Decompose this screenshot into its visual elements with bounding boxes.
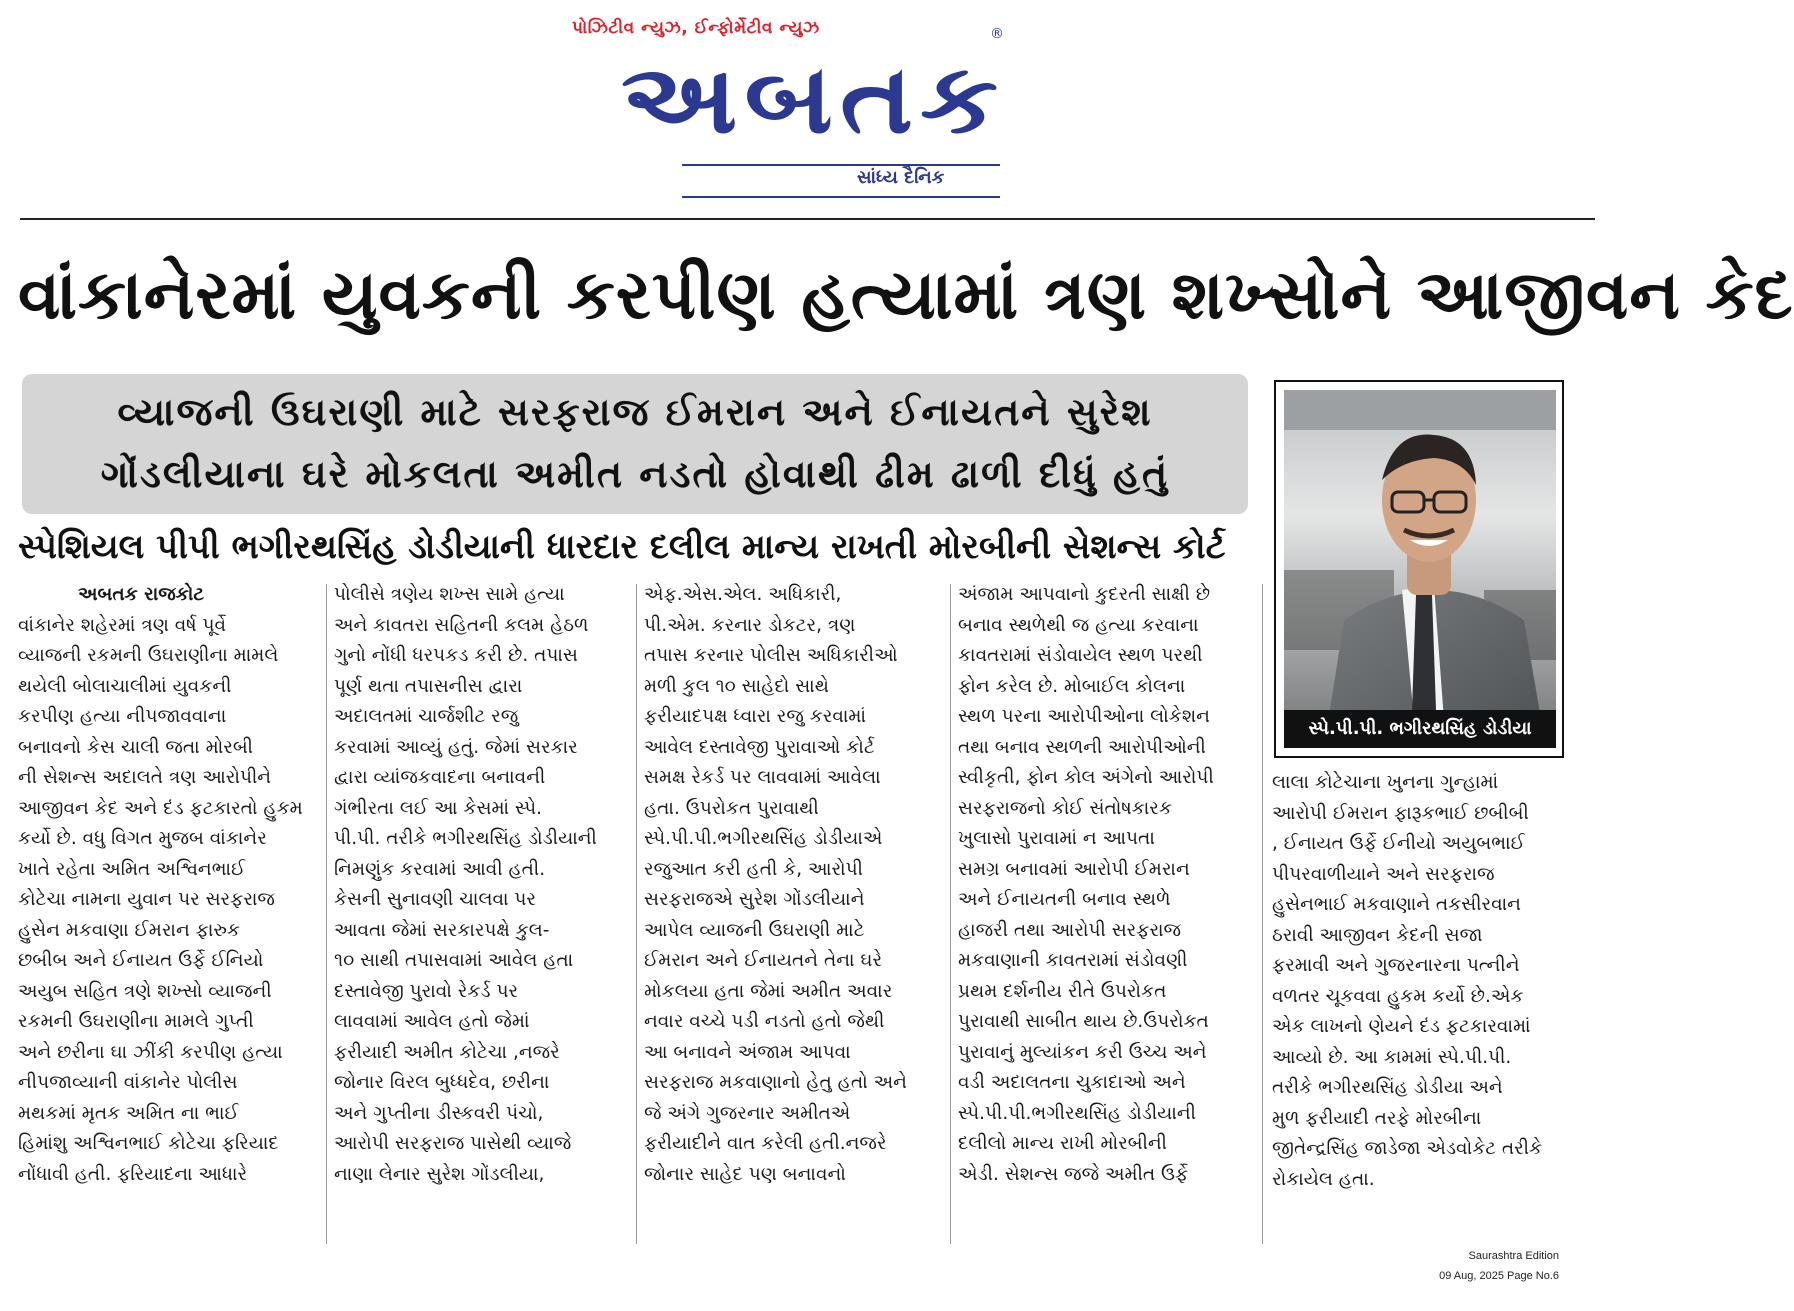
masthead-rule-top (682, 164, 1000, 166)
article-text-line: આવતા જેમાં સરકારપક્ષે કુલ- (334, 919, 550, 941)
article-text-line: જે અંગે ગુજરનાર અમીતએ (644, 1102, 851, 1124)
article-text-line: નિમણુંક કરવામાં આવી હતી. (334, 858, 546, 880)
article-text-line: એફ.એસ.એલ. અધિકારી, (644, 584, 842, 605)
portrait-illustration (1284, 390, 1556, 748)
page-top-rule (20, 218, 1595, 220)
article-text-line: કર્યો છે. વધુ વિગત મુજબ વાંકાનેર (18, 828, 267, 849)
article-text-line: આપેલ વ્યાજની ઉઘરાણી માટે (644, 919, 865, 941)
article-text-line: એક લાખનો ણેયને દંડ ફટકારવામાં (1272, 1016, 1531, 1037)
column-divider (636, 584, 637, 1244)
article-text-line: મકવાણાની કાવતરામાં સંડોવણી (958, 950, 1188, 971)
article-text-line: તરીકે ભગીરથસિંહ ડોડીયા અને (1272, 1077, 1503, 1098)
article-text-line: બનાવનો કેસ ચાલી જતા મોરબી (18, 736, 253, 758)
footer-date-page: 09 Aug, 2025 Page No.6 (1439, 1270, 1559, 1282)
article-text-line: હિમાંશુ અશ્વિનભાઈ કોટેચા ફરિયાદ (18, 1133, 279, 1154)
subhead-box (22, 374, 1248, 514)
article-text-line: પુરાવાથી સાબીત થાય છે.ઉપરોકત (958, 1011, 1209, 1032)
article-text-line: જોનાર સાહેદ પણ બનાવનો (644, 1163, 846, 1185)
article-text-line: અને ઈનાયતની બનાવ સ્થળે (958, 889, 1171, 910)
article-text-line: થયેલી બોલાચાલીમાં યુવકની (18, 675, 232, 697)
article-text-line: નાણા લેનાર સુરેશ ગોંડલીયા, (334, 1163, 545, 1185)
article-text-line: અને ગુપ્તીના ડીસ્કવરી પંચો, (334, 1102, 544, 1124)
article-text-line: તપાસ કરનાર પોલીસ અધિકારીઓ (644, 645, 898, 666)
article-text-line: કાવતરામાં સંડોવાયેલ સ્થળ પરથી (958, 645, 1203, 666)
subhead-line-1: વ્યાજની ઉઘરાણી માટે સરફરાજ ઈમરાન અને ઈનાયતને સુરેશ (117, 390, 1153, 434)
article-text-line: લાલા કોટેચાના ખુનના ગુન્હામાં (1272, 772, 1499, 793)
article-text-line: સ્પે.પી.પી.ભગીરથસિંહ ડોડીયાએ (644, 828, 883, 849)
article-text-line: ઠરાવી આજીવન કેદની સજા (1272, 924, 1483, 946)
article-text-line: નવાર વચ્ચે પડી નડતો હતો જેથી (644, 1011, 885, 1032)
article-text-line: ખુલાસો પુરાવામાં ન આપતા (958, 828, 1155, 849)
portrait-photo (1284, 390, 1556, 748)
article-text-line: જીતેન્દ્રસિંહ જાડેજા એડવોકેટ તરીકે (1272, 1138, 1543, 1159)
newspaper-logo: અબતક (621, 43, 1005, 155)
column-divider (1262, 584, 1263, 1244)
article-text-line: વાંકાનેર શહેરમાં ત્રણ વર્ષ પૂર્વે (18, 614, 227, 636)
article-text-line: ગુનો નોંધી ધરપકડ કરી છે. તપાસ (334, 645, 578, 666)
article-column-4 (958, 580, 1246, 1190)
article-text-line: આરોપી ઈમરાન ફારૂકભાઈ છબીબી (1272, 802, 1529, 824)
article-text-line: ઈમરાન અને ઈનાયતને તેના ઘરે (644, 950, 883, 971)
article-text-line: અને છરીના ઘા ઝીંકી કરપીણ હત્યા (18, 1041, 283, 1063)
masthead-rule-bottom (682, 196, 1000, 198)
article-text-line: પી.એમ. કરનાર ડોકટર, ત્રણ (644, 614, 856, 636)
article-text-line: ૧૦ સાથી તપાસવામાં આવેલ હતા (334, 950, 574, 971)
article-text-line: સ્વીકૃતી, ફોન કોલ અંગેનો આરોપી (958, 767, 1214, 788)
article-text-line: કોટેચા નામના યુવાન પર સરફરાજ (18, 889, 275, 910)
article-text-line: ફરીયાદીને વાત કરેલી હતી.નજરે (644, 1133, 887, 1154)
article-text-line: રજુઆત કરી હતી કે, આરોપી (644, 858, 863, 880)
article-text-line: કરવામાં આવ્યું હતું. જેમાં સરકાર (334, 736, 578, 758)
article-text-line: નીપજાવ્યાની વાંકાનેર પોલીસ (18, 1072, 238, 1093)
article-text-line: હતા. ઉપરોકત પુરાવાથી (644, 797, 819, 819)
masthead-tagline: પોઝિટીવ ન્યુઝ, ઈન્ફોર્મેટીવ ન્યુઝ (572, 18, 820, 38)
main-headline: વાંકાનેરમાં યુવકની કરપીણ હત્યામાં ત્રણ શખ્સોને આજીવન કેદ (18, 256, 1794, 335)
registered-mark: ® (990, 26, 1004, 42)
article-text-line: વળતર ચૂકવવા હુકમ કર્યો છે.એક (1272, 985, 1524, 1007)
article-text-line: મુળ ફરીયાદી તરફે મોરબીના (1272, 1107, 1482, 1129)
article-text-line: સરફરાજનો કોઈ સંતોષકારક (958, 797, 1172, 819)
article-text-line: આરોપી સરફરાજ પાસેથી વ્યાજે (334, 1133, 572, 1154)
article-text-line: સમક્ષ રેકર્ડ પર લાવવામાં આવેલા (644, 767, 881, 788)
article-text-line: ની સેશન્સ અદાલતે ત્રણ આરોપીને (18, 767, 272, 788)
article-text-line: વ્યાજની રકમની ઉઘરાણીના મામલે (18, 645, 279, 666)
article-text-line: પીપરવાળીયાને અને સરફરાજ (1272, 863, 1495, 885)
subhead-line-2: ગોંડલીયાના ઘરે મોકલતા અમીત નડતો હોવાથી ઢીમ ઢાળી દીધું હતું (100, 452, 1170, 496)
article-text-line: કેસની સુનાવણી ચાલવા પર (334, 889, 536, 910)
article-text-line: સરફરાજ મકવાણાનો હેતુ હતો અને (644, 1072, 907, 1093)
article-text-line: પોલીસે ત્રણેય શખ્સ સામે હત્યા (334, 584, 565, 605)
article-text-line: ફરમાવી અને ગુજરનારના પત્નીને (1272, 955, 1520, 976)
article-text-line: અદાલતમાં ચાર્જશીટ રજુ (334, 706, 519, 727)
kicker-headline: સ્પેશિયલ પીપી ભગીરથસિંહ ડોડીયાની ધારદાર દલીલ માન્ય રાખતી મોરબીની સેશન્સ કોર્ટ (18, 527, 1226, 567)
article-text-line: દલીલો માન્ય રાખી મોરબીની (958, 1133, 1167, 1154)
article-text-line: દસ્તાવેજી પુરાવો રેકર્ડ પર (334, 980, 519, 1002)
footer-edition-info (1439, 1246, 1559, 1286)
masthead-edition-label: સાંધ્ય દૈનિક (857, 167, 945, 188)
article-text-line: ફરીયાદપક્ષ ધ્વારા રજુ કરવામાં (644, 706, 866, 727)
article-text-line: સ્થળ પરના આરોપીઓના લોકેશન (958, 706, 1210, 727)
article-column-1 (18, 580, 316, 1190)
article-text-line: ગંભીરતા લઈ આ કેસમાં સ્પે. (334, 797, 542, 819)
article-text-line: સ્પે.પી.પી.ભગીરથસિંહ ડોડીયાની (958, 1102, 1196, 1124)
column-divider (326, 584, 327, 1244)
photo-frame (1274, 380, 1564, 758)
article-text-line: સમગ્ર બનાવમાં આરોપી ઈમરાન (958, 858, 1190, 880)
article-text-line: પૂર્ણ થતા તપાસનીસ દ્વારા (334, 675, 523, 697)
article-text-line: મથકમાં મૃતક અમિત ના ભાઈ (18, 1102, 239, 1124)
article-column-3 (644, 580, 938, 1190)
article-text-line: બનાવ સ્થળેથી જ હત્યા કરવાના (958, 614, 1199, 636)
article-column-5 (1272, 768, 1564, 1195)
column-divider (950, 584, 951, 1244)
article-text-line: મળી કુલ ૧૦ સાહેદો સાથે (644, 675, 829, 697)
article-text-line: , ઈનાયત ઉર્ફે ઈનીયો અયુબભાઈ (1272, 833, 1525, 854)
footer-edition: Saurashtra Edition (1468, 1250, 1559, 1262)
article-text-line: રકમની ઉઘરાણીના મામલે ગુપ્તી (18, 1011, 254, 1032)
byline: અબતક રાજકોટ (78, 584, 205, 605)
article-text-line: તથા બનાવ સ્થળની આરોપીઓની (958, 736, 1206, 758)
article-text-line: વડી અદાલતના ચુકાદાઓ અને (958, 1072, 1186, 1093)
article-text-line: આવ્યો છે. આ કામમાં સ્પે.પી.પી. (1272, 1046, 1512, 1068)
article-text-line: પુરાવાનું મુલ્યાંકન કરી ઉચ્ચ અને (958, 1041, 1207, 1063)
article-text-line: રોકાયેલ હતા. (1272, 1168, 1375, 1190)
photo-caption: સ્પે.પી.પી. ભગીરથસિંહ ડોડીયા (1284, 710, 1556, 748)
article-text-line: મોકલયા હતા જેમાં અમીત અવાર (644, 980, 893, 1002)
article-text-line: અંજામ આપવાનો કુદરતી સાક્ષી છે (958, 584, 1211, 605)
article-text-line: હાજરી તથા આરોપી સરફરાજ (958, 919, 1182, 941)
article-text-line: જોનાર વિરલ બુધ્ધદેવ, છરીના (334, 1072, 550, 1093)
article-text-line: અયુબ સહિત ત્રણે શખ્સો વ્યાજની (18, 980, 272, 1002)
masthead (560, 14, 1020, 204)
article-text-line: ફોન કરેલ છે. મોબાઈલ કોલના (958, 675, 1186, 697)
article-text-line: અને કાવતરા સહિતની કલમ હેઠળ (334, 614, 589, 636)
article-column-2 (334, 580, 624, 1190)
article-text-line: ખાતે રહેતા અમિત અશ્વિનભાઈ (18, 858, 246, 880)
article-text-line: લાવવામાં આવેલ હતો જેમાં (334, 1011, 530, 1032)
article-text-line: સરફરાજએ સુરેશ ગોંડલીયાને (644, 889, 865, 910)
article-text-line: દ્વારા વ્યાંજકવાદના બનાવની (334, 767, 546, 788)
article-text-line: નોંધાવી હતી. ફરિયાદના આધારે (18, 1163, 248, 1185)
article-text-line: ફરીયાદી અમીત કોટેચા ,નજરે (334, 1041, 560, 1063)
article-text-line: એડી. સેશન્સ જજે અમીત ઉર્ફે (958, 1163, 1189, 1185)
article-text-line: હુસેન મકવાણા ઈમરાન ફારુક (18, 919, 240, 941)
article-text-line: પી.પી. તરીકે ભગીરથસિંહ ડોડીયાની (334, 828, 597, 849)
article-text-line: પ્રથમ દર્શનીય રીતે ઉપરોકત (958, 980, 1167, 1002)
article-text-line: આવેલ દસ્તાવેજી પુરાવાઓ કોર્ટ (644, 736, 875, 758)
article-text-line: કરપીણ હત્યા નીપજાવવાના (18, 706, 227, 727)
article-text-line: છબીબ અને ઈનાયત ઉર્ફે ઈનિયો (18, 950, 264, 971)
article-text-line: હુસેનભાઈ મકવાણાને તકસીરવાન (1272, 894, 1521, 915)
article-text-line: આ બનાવને અંજામ આપવા (644, 1041, 851, 1063)
article-text-line: આજીવન કેદ અને દંડ ફટકારતો હુકમ (18, 797, 303, 819)
